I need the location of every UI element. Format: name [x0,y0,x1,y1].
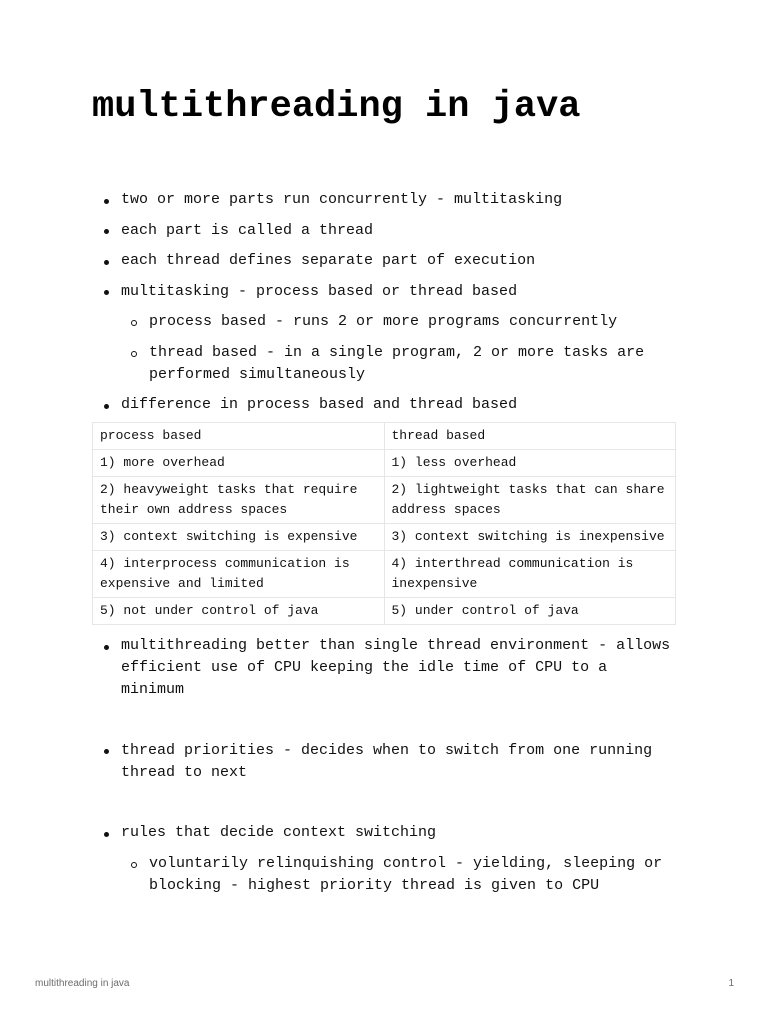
bullet-list-top [92,189,676,303]
table-header-cell: process based [93,423,385,450]
sub-list-item: process based - runs 2 or more programs concurrently [92,311,676,333]
page-title: multithreading in java [92,86,581,128]
footer-document-title: multithreading in java [35,978,130,989]
table-cell: 5) under control of java [384,598,676,625]
table-cell: 3) context switching is inexpensive [384,524,676,551]
table-row [93,598,676,625]
list-item: each part is called a thread [92,220,676,242]
table-row [93,477,676,524]
blank-line [92,792,676,822]
bullet-list-bottom [92,635,676,844]
list-item: difference in process based and thread based [92,394,676,416]
table-header-row [93,423,676,450]
table-header-cell: thread based [384,423,676,450]
table-cell: 4) interthread communication is inexpensive [384,551,676,598]
list-item: thread priorities - decides when to switch from one running thread to next [92,740,676,784]
bullet-list-difference [92,394,676,416]
table-row [93,450,676,477]
table-cell: 2) heavyweight tasks that require their own address spaces [93,477,385,524]
table-cell: 2) lightweight tasks that can share address spaces [384,477,676,524]
table-row [93,524,676,551]
sub-list-rules [92,853,676,897]
sub-list-item: thread based - in a single program, 2 or more tasks are performed simultaneously [92,342,676,386]
comparison-table [92,422,676,625]
sub-list-multitasking [92,311,676,386]
sub-list-item: voluntarily relinquishing control - yielding, sleeping or blocking - highest priority thread is given to CPU [92,853,676,897]
list-item: each thread defines separate part of execution [92,250,676,272]
footer-page-number: 1 [728,978,734,989]
table-cell: 5) not under control of java [93,598,385,625]
list-item: multitasking - process based or thread based [92,281,676,303]
table-cell: 3) context switching is expensive [93,524,385,551]
blank-line [92,710,676,740]
list-item: rules that decide context switching [92,822,676,844]
document-body [92,189,676,905]
table-row [93,551,676,598]
list-item: multithreading better than single thread environment - allows efficient use of CPU keeping the idle time of CPU to a minimum [92,635,676,701]
table-cell: 4) interprocess communication is expensive and limited [93,551,385,598]
table-cell: 1) less overhead [384,450,676,477]
list-item: two or more parts run concurrently - multitasking [92,189,676,211]
table-cell: 1) more overhead [93,450,385,477]
